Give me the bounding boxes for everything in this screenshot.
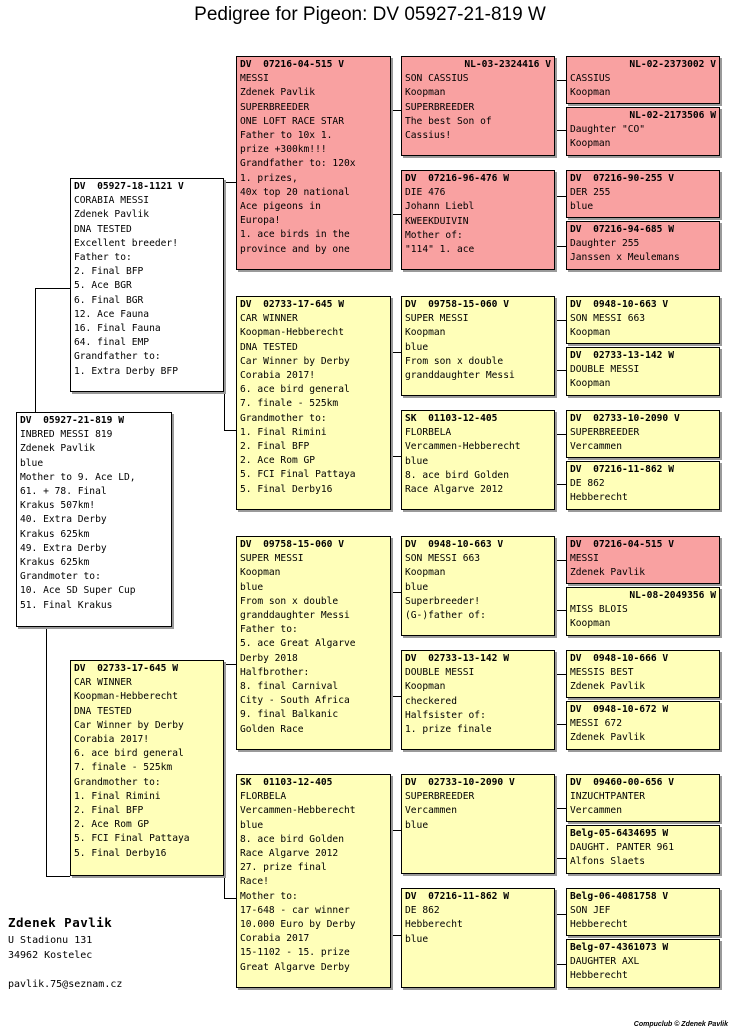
ancestor-card-g8[interactable] bbox=[566, 461, 720, 510]
ring-number: DV 02733-10-2090 V bbox=[405, 777, 515, 788]
credit-text: Compuclub © Zdenek Pavlik bbox=[633, 1021, 728, 1028]
connector-line bbox=[556, 560, 566, 561]
pedigree-line: DNA TESTED bbox=[74, 705, 132, 717]
pedigree-line: checkered bbox=[405, 695, 457, 707]
pedigree-line: 6. Final BGR bbox=[74, 294, 144, 306]
connector-line bbox=[556, 674, 566, 675]
pedigree-line: Vercammen bbox=[570, 805, 622, 817]
ancestor-card-g6[interactable] bbox=[566, 347, 720, 396]
dam-dam-card[interactable] bbox=[236, 774, 391, 988]
ancestor-card-g10[interactable] bbox=[566, 587, 720, 636]
pedigree-line: FLORBELA bbox=[240, 791, 287, 803]
pedigree-line: 2. Final BFP bbox=[74, 266, 144, 278]
pedigree-line: 5. ace Great Algarve bbox=[240, 638, 356, 650]
connector-line bbox=[391, 110, 392, 214]
pedigree-line: MESSI bbox=[570, 553, 599, 565]
pedigree-line: Grandmoter to: bbox=[20, 571, 101, 583]
pedigree-line: Derby 2018 bbox=[240, 652, 298, 664]
pedigree-line: SUPER MESSI bbox=[240, 553, 304, 565]
connector-line bbox=[556, 674, 557, 724]
pedigree-line: Race! bbox=[240, 876, 269, 888]
pedigree-line: DNA TESTED bbox=[74, 223, 132, 235]
connector-line bbox=[391, 352, 392, 456]
pedigree-line: 40. Extra Derby bbox=[20, 514, 107, 526]
connector-line bbox=[391, 110, 401, 111]
pedigree-line: 5. Final Derby16 bbox=[240, 483, 333, 495]
ancestor-card-g7[interactable] bbox=[566, 410, 720, 458]
ring-number: DV 07216-90-255 V bbox=[570, 173, 674, 184]
pedigree-line: Daughter "CO" bbox=[570, 124, 646, 136]
connector-line bbox=[46, 876, 70, 877]
pedigree-line: blue bbox=[405, 933, 429, 945]
pedigree-line: Mother to 9. Ace LD, bbox=[20, 471, 136, 483]
connector-line bbox=[556, 808, 557, 858]
connector-line bbox=[556, 914, 566, 915]
pedigree-line: blue bbox=[405, 819, 429, 831]
ancestor-card-g2[interactable] bbox=[566, 107, 720, 156]
pedigree-line: 10.000 Euro by Derby bbox=[240, 919, 356, 931]
pedigree-line: blue bbox=[405, 455, 429, 467]
pedigree-line: Hebberecht bbox=[570, 970, 628, 982]
ancestor-card-g16[interactable] bbox=[566, 939, 720, 988]
great-grandparent-card-dsd[interactable] bbox=[401, 650, 555, 750]
pedigree-line: Grandmother to: bbox=[74, 776, 161, 788]
connector-line bbox=[556, 370, 566, 371]
pedigree-line: 51. Final Krakus bbox=[20, 599, 113, 611]
page-title: Pedigree for Pigeon: DV 05927-21-819 W bbox=[194, 4, 546, 25]
pedigree-line: 27. prize final bbox=[240, 862, 327, 874]
pedigree-line: 16. Final Fauna bbox=[74, 323, 161, 335]
ring-number: SK 01103-12-405 bbox=[240, 777, 333, 788]
pedigree-line: SON CASSIUS bbox=[405, 73, 469, 85]
pedigree-line: Koopman bbox=[570, 327, 611, 339]
pedigree-line: Vercammen-Hebberecht bbox=[405, 441, 521, 453]
subject-pigeon-card[interactable] bbox=[16, 412, 172, 627]
pedigree-line: Corabia 2017! bbox=[240, 370, 316, 382]
pedigree-line: 5. FCI Final Pattaya bbox=[74, 833, 190, 845]
pedigree-line: SON JEF bbox=[570, 905, 611, 917]
connector-line bbox=[391, 352, 401, 353]
ring-number: Belg-05-6434695 W bbox=[570, 828, 669, 839]
pedigree-line: Daughter 255 bbox=[570, 238, 640, 250]
pedigree-line: 7. finale - 525km bbox=[240, 398, 339, 410]
ancestor-card-g4[interactable] bbox=[566, 221, 720, 270]
pedigree-line: SUPERBREEDER bbox=[405, 791, 475, 803]
pedigree-line: DAUGHT. PANTER 961 bbox=[570, 842, 674, 854]
pedigree-line: From son x double bbox=[240, 595, 339, 607]
pedigree-line: Father to: bbox=[240, 624, 298, 636]
ring-number: DV 0948-10-663 V bbox=[405, 539, 504, 550]
connector-line bbox=[556, 808, 566, 809]
pedigree-line: Halfsister of: bbox=[405, 709, 486, 721]
connector-line bbox=[224, 664, 236, 665]
sire-dam-card[interactable] bbox=[236, 296, 391, 510]
pedigree-line: 9. final Balkanic bbox=[240, 709, 339, 721]
connector-line bbox=[556, 320, 566, 321]
ring-number: SK 01103-12-405 bbox=[405, 413, 498, 424]
pedigree-line: CORABIA MESSI bbox=[74, 195, 150, 207]
ring-number: NL-02-2373002 V bbox=[629, 59, 716, 70]
pedigree-line: Mother of: bbox=[405, 229, 463, 241]
pedigree-line: MISS BLOIS bbox=[570, 604, 628, 616]
pedigree-line: Vercammen bbox=[570, 441, 622, 453]
ring-number: DV 07216-94-685 W bbox=[570, 224, 674, 235]
pedigree-line: 7. finale - 525km bbox=[74, 762, 173, 774]
ring-number: NL-03-2324416 V bbox=[464, 59, 551, 70]
pedigree-line: 64. final EMP bbox=[74, 337, 150, 349]
great-grandparent-card-sss[interactable] bbox=[401, 56, 555, 156]
pedigree-line: blue bbox=[405, 341, 429, 353]
ring-number: DV 0948-10-663 V bbox=[570, 299, 669, 310]
connector-line bbox=[224, 430, 236, 431]
connector-line bbox=[391, 696, 401, 697]
pedigree-line: 1. prizes, bbox=[240, 172, 298, 184]
dam-sire-card[interactable] bbox=[236, 536, 391, 750]
pedigree-line: Zdenek Pavlik bbox=[570, 567, 646, 579]
pedigree-line: blue bbox=[240, 581, 264, 593]
great-grandparent-card-sdd[interactable] bbox=[401, 410, 555, 510]
pedigree-line: 2. Final BFP bbox=[240, 441, 310, 453]
pedigree-line: 8. ace bird Golden bbox=[405, 469, 509, 481]
pedigree-line: blue bbox=[240, 819, 264, 831]
connector-line bbox=[556, 914, 557, 964]
pedigree-line: Krakus 625km bbox=[20, 528, 90, 540]
ring-number: DV 02733-17-645 W bbox=[240, 299, 344, 310]
connector-line bbox=[391, 592, 392, 696]
pedigree-line: Vercammen-Hebberecht bbox=[240, 805, 356, 817]
pedigree-line: Koopman bbox=[405, 87, 446, 99]
pedigree-line: Koopman bbox=[570, 618, 611, 630]
ring-number: DV 02733-13-142 W bbox=[570, 350, 674, 361]
connector-line bbox=[556, 560, 557, 610]
connector-line bbox=[556, 610, 566, 611]
pedigree-line: CAR WINNER bbox=[74, 677, 132, 689]
pedigree-line: SON MESSI 663 bbox=[570, 313, 646, 325]
pedigree-line: Zdenek Pavlik bbox=[20, 443, 96, 455]
pedigree-line: 8. ace bird Golden bbox=[240, 833, 344, 845]
pedigree-line: MESSIS BEST bbox=[570, 667, 634, 679]
ring-number: DV 0948-10-666 V bbox=[570, 653, 669, 664]
pedigree-line: (G-)father of: bbox=[405, 610, 486, 622]
connector-line bbox=[556, 858, 566, 859]
pedigree-line: 2. Ace Rom GP bbox=[240, 455, 316, 467]
pedigree-line: Corabia 2017 bbox=[240, 933, 310, 945]
pedigree-line: SUPER MESSI bbox=[405, 313, 469, 325]
connector-line bbox=[556, 724, 566, 725]
ring-number: Belg-06-4081758 V bbox=[570, 891, 669, 902]
sire-sire-card[interactable] bbox=[236, 56, 391, 270]
pedigree-line: Krakus 507km! bbox=[20, 500, 96, 512]
pedigree-line: SON MESSI 663 bbox=[405, 553, 481, 565]
connector-line bbox=[556, 434, 557, 484]
connector-line bbox=[556, 80, 566, 81]
connector-line bbox=[556, 196, 566, 197]
pedigree-line: DIE 476 bbox=[405, 187, 446, 199]
pedigree-line: MESSI bbox=[240, 73, 269, 85]
great-grandparent-card-ddd[interactable] bbox=[401, 888, 555, 988]
connector-line bbox=[391, 830, 392, 935]
pedigree-line: Zdenek Pavlik bbox=[570, 681, 646, 693]
pedigree-line: Europa! bbox=[240, 215, 281, 227]
connector-line bbox=[556, 80, 557, 130]
pedigree-line: Johann Liebl bbox=[405, 201, 475, 213]
pedigree-line: Janssen x Meulemans bbox=[570, 252, 680, 264]
connector-line bbox=[224, 898, 236, 899]
pedigree-line: granddaughter Messi bbox=[240, 610, 350, 622]
pedigree-line: Ace pigeons in bbox=[240, 201, 321, 213]
owner-city: 34962 Kostelec bbox=[8, 950, 93, 961]
great-grandparent-card-ssd[interactable] bbox=[401, 170, 555, 270]
connector-line bbox=[35, 288, 36, 412]
great-grandparent-card-dss[interactable] bbox=[401, 536, 555, 636]
owner-email[interactable]: pavlik.75@seznam.cz bbox=[8, 979, 123, 990]
pedigree-line: Grandfather to: bbox=[74, 351, 161, 363]
pedigree-line: DE 862 bbox=[570, 478, 605, 490]
pedigree-line: 2. Ace Rom GP bbox=[74, 819, 150, 831]
ancestor-card-g1[interactable] bbox=[566, 56, 720, 104]
pedigree-line: 12. Ace Fauna bbox=[74, 308, 150, 320]
pedigree-line: KWEEKDUIVIN bbox=[405, 215, 469, 227]
pedigree-line: Vercammen bbox=[405, 805, 457, 817]
connector-line bbox=[556, 196, 557, 246]
owner-name: Zdenek Pavlik bbox=[8, 915, 113, 930]
pedigree-line: "114" 1. ace bbox=[405, 244, 475, 256]
pedigree-line: DNA TESTED bbox=[240, 341, 298, 353]
ancestor-card-g12[interactable] bbox=[566, 701, 720, 750]
pedigree-line: Mother to: bbox=[240, 890, 298, 902]
pedigree-line: Corabia 2017! bbox=[74, 734, 150, 746]
ancestor-card-g14[interactable] bbox=[566, 825, 720, 874]
pedigree-line: The best Son of bbox=[405, 115, 492, 127]
pedigree-line: CAR WINNER bbox=[240, 313, 298, 325]
pedigree-line: SUPERBREEDER bbox=[570, 427, 640, 439]
pedigree-line: 15-1102 - 15. prize bbox=[240, 947, 350, 959]
ring-number: DV 09758-15-060 V bbox=[405, 299, 509, 310]
pedigree-line: 5. FCI Final Pattaya bbox=[240, 469, 356, 481]
pedigree-line: Halfbrother: bbox=[240, 666, 310, 678]
pedigree-line: CASSIUS bbox=[570, 73, 611, 85]
pedigree-line: Great Algarve Derby bbox=[240, 961, 350, 973]
pedigree-line: 1. Final Rimini bbox=[74, 790, 161, 802]
connector-line bbox=[46, 627, 47, 876]
pedigree-line: Zdenek Pavlik bbox=[570, 732, 646, 744]
pedigree-line: DOUBLE MESSI bbox=[405, 667, 475, 679]
pedigree-line: Zdenek Pavlik bbox=[74, 209, 150, 221]
ancestor-card-g5[interactable] bbox=[566, 296, 720, 344]
pedigree-line: DE 862 bbox=[405, 905, 440, 917]
ancestor-card-g13[interactable] bbox=[566, 774, 720, 822]
connector-line bbox=[556, 434, 566, 435]
ring-number: DV 07216-04-515 V bbox=[240, 59, 344, 70]
connector-line bbox=[35, 288, 70, 289]
connector-line bbox=[556, 320, 557, 370]
pedigree-line: blue bbox=[570, 201, 594, 213]
ancestor-card-g15[interactable] bbox=[566, 888, 720, 936]
pedigree-line: Hebberecht bbox=[570, 492, 628, 504]
pedigree-line: 17-648 - car winner bbox=[240, 904, 350, 916]
pedigree-line: granddaughter Messi bbox=[405, 370, 515, 382]
connector-line bbox=[224, 182, 225, 430]
pedigree-line: SUPERBREEDER bbox=[240, 101, 310, 113]
pedigree-line: prize +300km!!! bbox=[240, 144, 327, 156]
connector-line bbox=[224, 664, 225, 898]
connector-line bbox=[224, 182, 236, 183]
ring-number: DV 0948-10-672 W bbox=[570, 704, 669, 715]
pedigree-line: 49. Extra Derby bbox=[20, 542, 107, 554]
connector-line bbox=[391, 456, 401, 457]
dam-card[interactable] bbox=[70, 660, 224, 876]
ring-number: DV 02733-13-142 W bbox=[405, 653, 509, 664]
pedigree-line: City - South Africa bbox=[240, 695, 350, 707]
connector-line bbox=[556, 964, 566, 965]
pedigree-line: DOUBLE MESSI bbox=[570, 364, 640, 376]
ring-number: DV 07216-11-862 W bbox=[405, 891, 509, 902]
pedigree-line: Excellent breeder! bbox=[74, 237, 178, 249]
pedigree-line: 61. + 78. Final bbox=[20, 486, 107, 498]
pedigree-line: Race Algarve 2012 bbox=[240, 848, 339, 860]
ring-number: NL-02-2173506 W bbox=[629, 110, 716, 121]
ring-number: DV 05927-21-819 W bbox=[20, 415, 124, 426]
connector-line bbox=[391, 935, 401, 936]
connector-line bbox=[391, 592, 401, 593]
owner-street: U Stadionu 131 bbox=[8, 935, 93, 946]
pedigree-line: INBRED MESSI 819 bbox=[20, 429, 113, 441]
ring-number: DV 07216-96-476 W bbox=[405, 173, 509, 184]
pedigree-line: FLORBELA bbox=[405, 427, 452, 439]
pedigree-line: INZUCHTPANTER bbox=[570, 791, 646, 803]
connector-line bbox=[556, 130, 566, 131]
ancestor-card-g11[interactable] bbox=[566, 650, 720, 698]
ring-number: NL-08-2049356 W bbox=[629, 590, 716, 601]
sire-card[interactable] bbox=[70, 178, 224, 392]
pedigree-line: Koopman-Hebberecht bbox=[74, 691, 178, 703]
pedigree-line: 1. Final Rimini bbox=[240, 426, 327, 438]
pedigree-line: Father to 10x 1. bbox=[240, 130, 333, 142]
pedigree-line: 10. Ace SD Super Cup bbox=[20, 585, 136, 597]
connector-line bbox=[391, 830, 401, 831]
pedigree-line: 5. Final Derby16 bbox=[74, 847, 167, 859]
ring-number: DV 02733-10-2090 V bbox=[570, 413, 680, 424]
pedigree-line: 2. Final BFP bbox=[74, 805, 144, 817]
pedigree-line: blue bbox=[20, 457, 44, 469]
ring-number: DV 07216-04-515 V bbox=[570, 539, 674, 550]
pedigree-line: SUPERBREEDER bbox=[405, 101, 475, 113]
pedigree-line: From son x double bbox=[405, 355, 504, 367]
pedigree-line: 1. prize finale bbox=[405, 724, 492, 736]
pedigree-line: 6. ace bird general bbox=[240, 384, 350, 396]
pedigree-line: DER 255 bbox=[570, 187, 611, 199]
pedigree-line: ONE LOFT RACE STAR bbox=[240, 115, 344, 127]
ring-number: DV 09758-15-060 V bbox=[240, 539, 344, 550]
pedigree-line: 8. final Carnival bbox=[240, 681, 339, 693]
pedigree-line: DAUGHTER AXL bbox=[570, 956, 640, 968]
pedigree-line: Car Winner by Derby bbox=[240, 355, 350, 367]
pedigree-line: Hebberecht bbox=[570, 919, 628, 931]
ring-number: DV 02733-17-645 W bbox=[74, 663, 178, 674]
pedigree-line: Superbreeder! bbox=[405, 595, 481, 607]
pedigree-line: Koopman bbox=[405, 681, 446, 693]
ancestor-card-g3[interactable] bbox=[566, 170, 720, 218]
pedigree-line: Koopman bbox=[570, 87, 611, 99]
connector-line bbox=[391, 214, 401, 215]
connector-line bbox=[556, 246, 566, 247]
pedigree-line: Koopman bbox=[570, 138, 611, 150]
pedigree-line: Cassius! bbox=[405, 130, 452, 142]
pedigree-line: Zdenek Pavlik bbox=[240, 87, 316, 99]
pedigree-line: 1. ace birds in the bbox=[240, 229, 350, 241]
ring-number: Belg-07-4361073 W bbox=[570, 942, 669, 953]
ring-number: DV 09460-00-656 V bbox=[570, 777, 674, 788]
pedigree-line: Koopman bbox=[405, 327, 446, 339]
pedigree-line: 5. Ace BGR bbox=[74, 280, 132, 292]
pedigree-line: 1. Extra Derby BFP bbox=[74, 365, 178, 377]
pedigree-line: Golden Race bbox=[240, 723, 304, 735]
pedigree-line: 40x top 20 national bbox=[240, 186, 350, 198]
ancestor-card-g9[interactable] bbox=[566, 536, 720, 584]
pedigree-line: Koopman bbox=[570, 378, 611, 390]
pedigree-line: Race Algarve 2012 bbox=[405, 484, 504, 496]
connector-line bbox=[556, 484, 566, 485]
pedigree-line: Hebberecht bbox=[405, 919, 463, 931]
pedigree-line: province and by one bbox=[240, 243, 350, 255]
pedigree-line: Koopman bbox=[240, 567, 281, 579]
pedigree-line: blue bbox=[405, 581, 429, 593]
pedigree-line: Alfons Slaets bbox=[570, 856, 646, 868]
pedigree-line: Grandfather to: 120x bbox=[240, 158, 356, 170]
pedigree-line: Father to: bbox=[74, 252, 132, 264]
owner-info bbox=[8, 913, 122, 992]
pedigree-line: Krakus 625km bbox=[20, 557, 90, 569]
pedigree-line: Koopman bbox=[405, 567, 446, 579]
pedigree-line: Koopman-Hebberecht bbox=[240, 327, 344, 339]
pedigree-line: MESSI 672 bbox=[570, 718, 622, 730]
great-grandparent-card-dds[interactable] bbox=[401, 774, 555, 874]
pedigree-line: 6. ace bird general bbox=[74, 748, 184, 760]
pedigree-line: Grandmother to: bbox=[240, 412, 327, 424]
ring-number: DV 07216-11-862 W bbox=[570, 464, 674, 475]
ring-number: DV 05927-18-1121 V bbox=[74, 181, 184, 192]
great-grandparent-card-sds[interactable] bbox=[401, 296, 555, 396]
pedigree-line: Car Winner by Derby bbox=[74, 719, 184, 731]
